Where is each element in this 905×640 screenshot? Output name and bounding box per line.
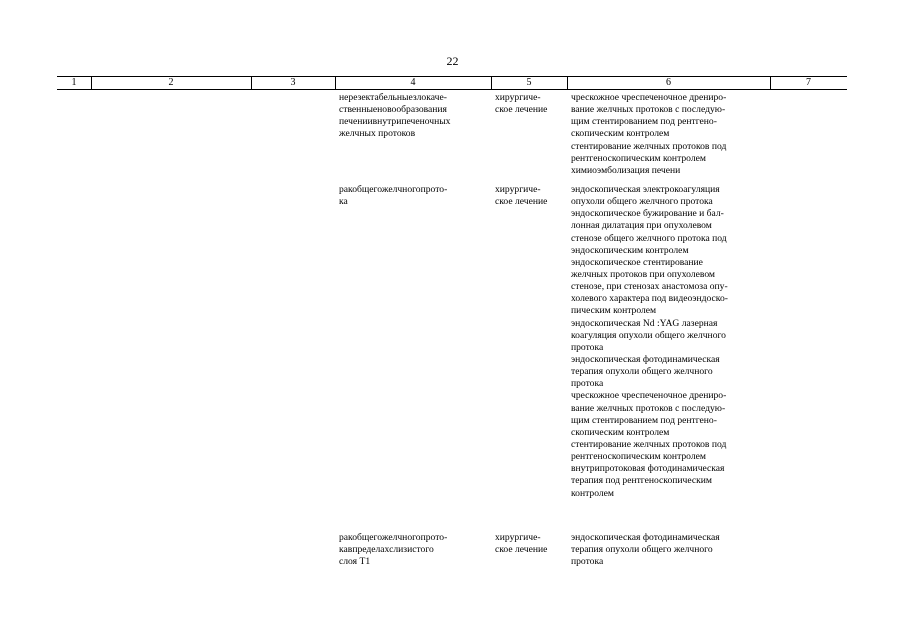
text-line: протока bbox=[571, 556, 604, 568]
text-line: пическим контролем bbox=[571, 305, 657, 317]
word: слизистого bbox=[389, 544, 434, 556]
column-divider bbox=[567, 76, 568, 90]
word: прото- bbox=[420, 532, 448, 543]
column-divider bbox=[770, 76, 771, 90]
text-line: хирургиче- bbox=[495, 532, 541, 543]
word: и bbox=[367, 116, 373, 128]
text-line: стенозе, при стенозах анастомоза опу- bbox=[571, 281, 728, 293]
header-col-7: 7 bbox=[806, 77, 811, 88]
word: нерезектабельные bbox=[339, 92, 413, 103]
row2-treatment-type bbox=[495, 184, 567, 208]
text-line: терапия опухоли общего желчного bbox=[571, 544, 713, 556]
text-line: вание желчных протоков с последую- bbox=[571, 104, 726, 116]
text-line: внутрипротоковая фотодинамическая bbox=[571, 463, 725, 475]
text-line bbox=[339, 532, 490, 544]
word: общего bbox=[352, 184, 382, 195]
text-line: эндоскопическое бужирование и бал- bbox=[571, 208, 724, 220]
header-col-2: 2 bbox=[168, 77, 174, 88]
text-line bbox=[339, 104, 490, 116]
row1-treatment-type bbox=[495, 92, 567, 116]
text-line: опухоли общего желчного протока bbox=[571, 196, 713, 208]
text-line: ка bbox=[339, 196, 348, 208]
text-line: стенозе общего желчного протока под bbox=[571, 232, 727, 244]
text-line: скопическим контролем bbox=[571, 426, 670, 438]
header-col-3: 3 bbox=[290, 77, 296, 88]
header-col-6: 6 bbox=[666, 77, 671, 88]
row2-disease bbox=[339, 184, 490, 208]
text-line: коагуляция опухоли общего желчного bbox=[571, 329, 726, 341]
text-line: ское лечение bbox=[495, 544, 548, 556]
page-number: 22 bbox=[446, 54, 459, 68]
text-line: химиоэмболизация печени bbox=[571, 164, 681, 176]
row3-disease bbox=[339, 532, 490, 568]
text-line bbox=[339, 116, 490, 128]
text-line: эндоскопическая фотодинамическая bbox=[571, 532, 720, 543]
word: желчного bbox=[381, 184, 421, 195]
text-line: эндоскопическое стентирование bbox=[571, 256, 703, 268]
word: желчного bbox=[381, 532, 421, 543]
text-line: желчных протоков при опухолевом bbox=[571, 268, 715, 280]
row3-treatment-type bbox=[495, 532, 567, 556]
column-divider bbox=[491, 76, 492, 90]
text-line: слоя T1 bbox=[339, 556, 371, 568]
text-line: хирургиче- bbox=[495, 92, 541, 103]
word: внутрипеченочных bbox=[372, 116, 451, 128]
text-line bbox=[339, 184, 490, 196]
text-line: эндоскопическая Nd :YAG лазерная bbox=[571, 317, 718, 329]
row1-disease bbox=[339, 92, 490, 141]
word: пределах bbox=[352, 544, 390, 556]
text-line: ское лечение bbox=[495, 196, 548, 208]
text-line: желчных протоков bbox=[339, 128, 416, 140]
text-line: вание желчных протоков с последую- bbox=[571, 402, 726, 414]
text-line bbox=[339, 544, 490, 556]
text-line: скопическим контролем bbox=[571, 128, 670, 140]
text-line: терапия опухоли общего желчного bbox=[571, 366, 713, 378]
word: рак bbox=[339, 184, 353, 195]
text-line: щим стентированием под рентгено- bbox=[571, 414, 717, 426]
text-line: холевого характера под видеоэндоско- bbox=[571, 293, 728, 305]
row1-methods bbox=[571, 92, 770, 177]
column-divider bbox=[335, 76, 336, 90]
text-line: ское лечение bbox=[495, 104, 548, 116]
text-line: протока bbox=[571, 378, 604, 390]
row3-methods bbox=[571, 532, 770, 568]
word: печени bbox=[339, 116, 368, 128]
word: общего bbox=[352, 532, 382, 543]
word: ка bbox=[339, 544, 348, 556]
text-line: эндоскопическая фотодинамическая bbox=[571, 353, 720, 365]
text-line: эндоскопическим контролем bbox=[571, 244, 689, 256]
table-header-row bbox=[57, 76, 847, 90]
text-line: лонная дилатация при опухолевом bbox=[571, 220, 712, 232]
text-line: чрескожное чреспеченочное дрениро- bbox=[571, 390, 727, 402]
word: прото- bbox=[420, 184, 448, 195]
column-divider bbox=[91, 76, 92, 90]
text-line: стентирование желчных протоков под bbox=[571, 438, 727, 450]
text-line: рентгеноскопическим контролем bbox=[571, 152, 706, 164]
header-col-5: 5 bbox=[526, 77, 532, 88]
column-divider bbox=[251, 76, 252, 90]
header-col-1: 1 bbox=[71, 77, 77, 88]
text-line bbox=[339, 92, 490, 104]
text-line: щим стентированием под рентгено- bbox=[571, 116, 717, 128]
text-line: чрескожное чреспеченочное дрениро- bbox=[571, 92, 727, 103]
text-line: хирургиче- bbox=[495, 184, 541, 195]
text-line: рентгеноскопическим контролем bbox=[571, 451, 706, 463]
header-col-4: 4 bbox=[410, 77, 416, 88]
word: новообразования bbox=[377, 104, 447, 116]
word: рак bbox=[339, 532, 353, 543]
text-line: эндоскопическая электрокоагуляция bbox=[571, 184, 720, 195]
word: в bbox=[347, 544, 353, 556]
text-line: стентирование желчных протоков под bbox=[571, 140, 727, 152]
row2-methods bbox=[571, 184, 770, 500]
word: злокаче- bbox=[412, 92, 447, 103]
text-line: протока bbox=[571, 341, 604, 353]
text-line: терапия под рентгеноскопическим bbox=[571, 475, 712, 487]
word: ственные bbox=[339, 104, 378, 116]
text-line: контролем bbox=[571, 487, 614, 499]
